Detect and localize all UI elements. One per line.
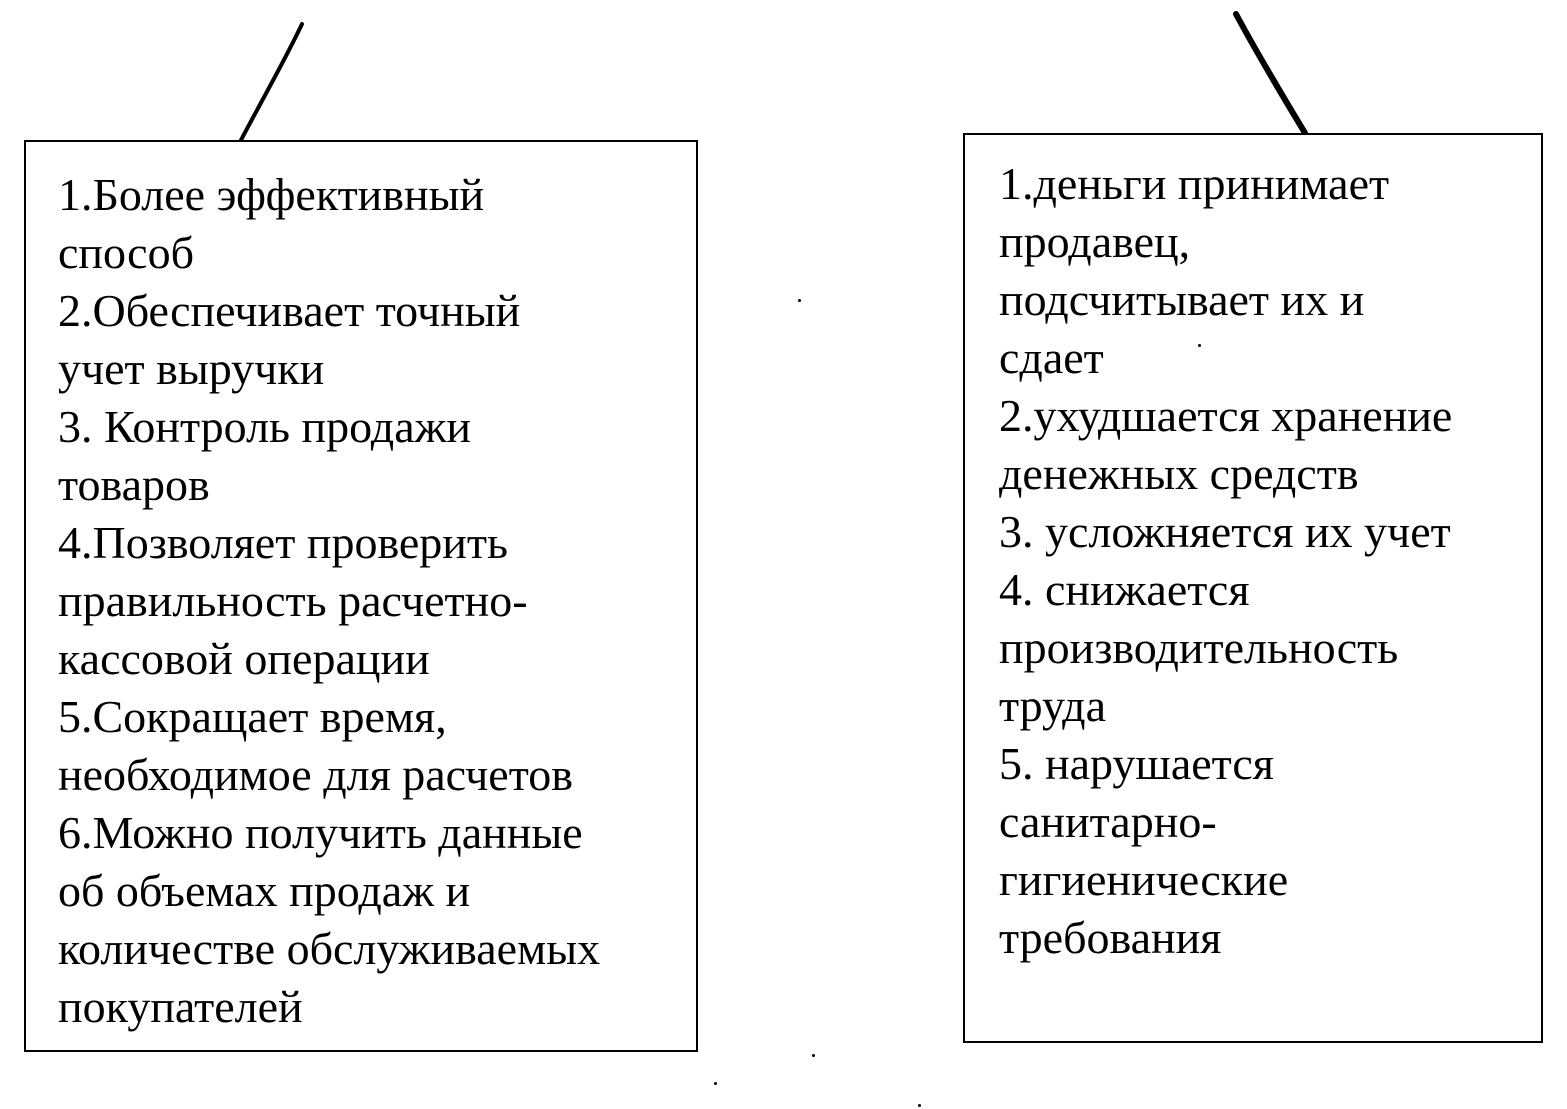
left-line: 4.Позволяет проверить xyxy=(58,517,509,568)
right-line: подсчитывает их и xyxy=(999,274,1365,325)
left-connector-line xyxy=(240,24,302,142)
right-line: санитарно- xyxy=(999,796,1217,847)
scan-speck xyxy=(918,1104,921,1107)
left-line: 3. Контроль продажи xyxy=(58,401,472,452)
right-line: гигиенические xyxy=(999,854,1289,905)
left-line: правильность расчетно- xyxy=(58,575,528,626)
right-line: 1.деньги принимает xyxy=(999,158,1390,209)
left-line: об объемах продаж и xyxy=(58,865,471,916)
left-list-box xyxy=(24,140,698,1052)
scan-speck xyxy=(812,1054,815,1057)
right-line: сдает xyxy=(999,332,1104,383)
left-line: способ xyxy=(58,227,195,278)
scan-speck xyxy=(714,1082,717,1085)
right-connector-line xyxy=(1236,14,1305,133)
scan-speck xyxy=(1198,344,1201,347)
right-line: 4. снижается xyxy=(999,564,1250,615)
left-line: 1.Более эффективный xyxy=(58,169,485,220)
right-line: 2.ухудшается хранение xyxy=(999,390,1453,441)
left-line: покупателей xyxy=(58,981,303,1032)
left-line: кассовой операции xyxy=(58,633,430,684)
left-line: 5.Сокращает время, xyxy=(58,691,447,742)
right-list xyxy=(999,155,1452,967)
right-line: производительность xyxy=(999,622,1399,673)
left-list xyxy=(58,166,600,1036)
right-list-box xyxy=(963,133,1543,1043)
right-line: продавец, xyxy=(999,216,1191,267)
left-line: количестве обслуживаемых xyxy=(58,923,601,974)
left-line: учет выручки xyxy=(58,343,325,394)
right-line: труда xyxy=(999,680,1106,731)
right-line: требования xyxy=(999,912,1222,963)
right-line: 3. усложняется их учет xyxy=(999,506,1451,557)
left-line: 6.Можно получить данные xyxy=(58,807,583,858)
scan-speck xyxy=(798,299,801,302)
right-line: 5. нарушается xyxy=(999,738,1274,789)
left-line: товаров xyxy=(58,459,210,510)
left-line: 2.Обеспечивает точный xyxy=(58,285,521,336)
left-line: необходимое для расчетов xyxy=(58,749,573,800)
right-line: денежных средств xyxy=(999,448,1359,499)
